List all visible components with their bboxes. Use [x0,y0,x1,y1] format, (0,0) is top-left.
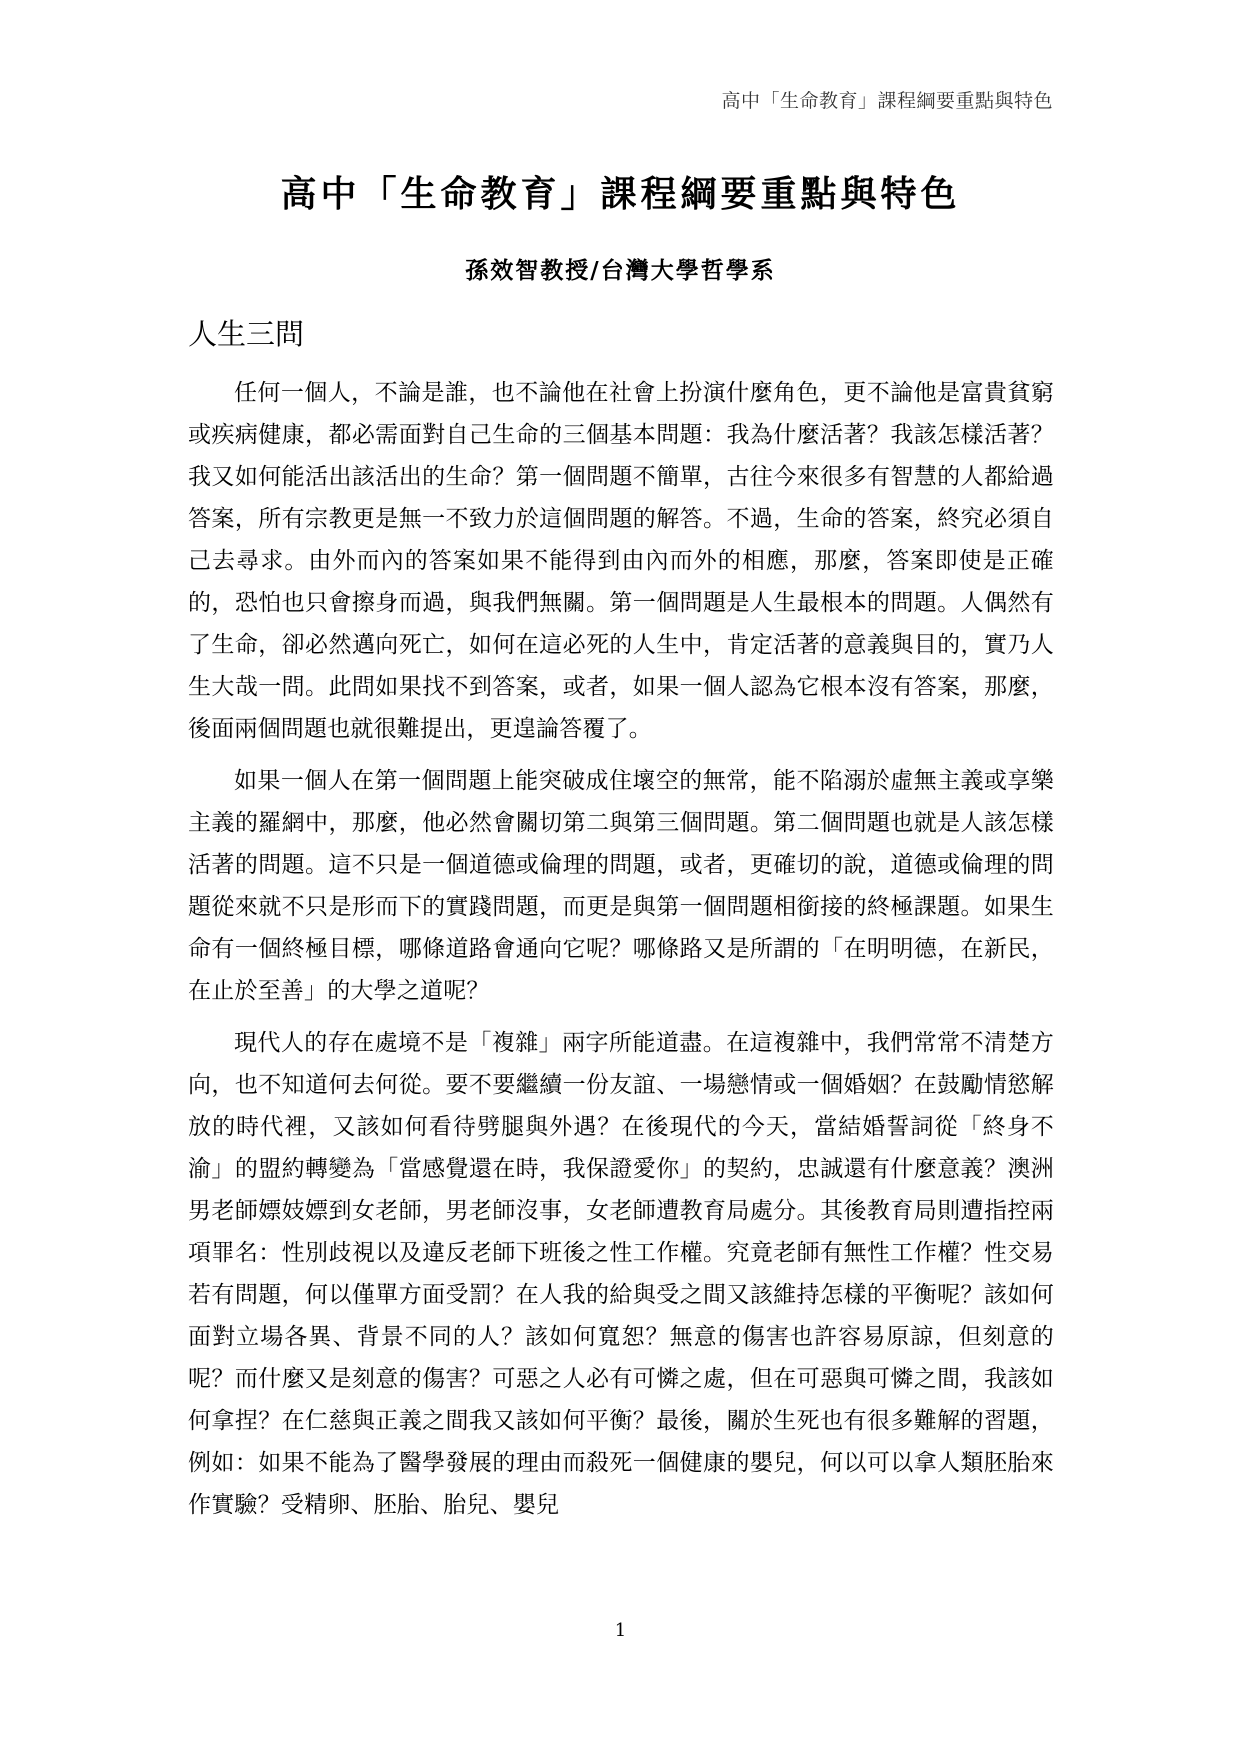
paragraph-3: 現代人的存在處境不是「複雜」兩字所能道盡。在這複雜中，我們常常不清楚方向，也不知道何去何從。要不要繼續一份友誼、一場戀情或一個婚姻？在鼓勵情慾解放的時代裡，又該如何看待劈腿與外遇？在後現代的今天，當結婚誓詞從「終身不渝」的盟約轉變為「當感覺還在時，我保證愛你」的契約，忠誠還有什麼意義？澳洲男老師嫖妓嫖到女老師，男老師沒事，女老師遭教育局處分。其後教育局則遭指控兩項罪名：性別歧視以及違反老師下班後之性工作權。究竟老師有無性工作權？性交易若有問題，何以僅單方面受罰？在人我的給與受之間又該維持怎樣的平衡呢？該如何面對立場各異、背景不同的人？該如何寬恕？無意的傷害也許容易原諒，但刻意的呢？而什麼又是刻意的傷害？可惡之人必有可憐之處，但在可惡與可憐之間，我該如何拿捏？在仁慈與正義之間我又該如何平衡？最後，關於生死也有很多難解的習題，例如：如果不能為了醫學發展的理由而殺死一個健康的嬰兒，何以可以拿人類胚胎來作實驗？受精卵、胚胎、胎兒、嬰兒 [188,1030,1054,1518]
paragraph-2: 如果一個人在第一個問題上能突破成住壞空的無常，能不陷溺於虛無主義或享樂主義的羅網中，那麼，他必然會關切第二與第三個問題。第二個問題也就是人該怎樣活著的問題。這不只是一個道德或倫理的問題，或者，更確切的說，道德或倫理的問題從來就不只是形而下的實踐問題，而更是與第一個問題相銜接的終極課題。如果生命有一個終極目標，哪條道路會通向它呢？哪條路又是所謂的「在明明德，在新民，在止於至善」的大學之道呢？ [188,768,1054,1004]
body-text [188,372,1054,1536]
author-line: 孫效智教授/台灣大學哲學系 [465,257,776,284]
paragraph-1: 任何一個人，不論是誰，也不論他在社會上扮演什麼角色，更不論他是富貴貧窮或疾病健康，都必需面對自己生命的三個基本問題：我為什麼活著？我該怎樣活著？我又如何能活出該活出的生命？第一個問題不簡單，古往今來很多有智慧的人都給過答案，所有宗教更是無一不致力於這個問題的解答。不過，生命的答案，終究必須自己去尋求。由外而內的答案如果不能得到由內而外的相應，那麼，答案即使是正確的，恐怕也只會擦身而過，與我們無關。第一個問題是人生最根本的問題。人偶然有了生命，卻必然邁向死亡，如何在這必死的人生中，肯定活著的意義與目的，實乃人生大哉一問。此問如果找不到答案，或者，如果一個人認為它根本沒有答案，那麼，後面兩個問題也就很難提出，更遑論答覆了。 [188,380,1054,742]
page-number: 1 [614,1620,627,1641]
running-header: 高中「生命教育」課程綱要重點與特色 [721,90,1053,112]
section-heading: 人生三問 [188,317,305,351]
document-title: 高中「生命教育」課程綱要重點與特色 [280,173,961,215]
